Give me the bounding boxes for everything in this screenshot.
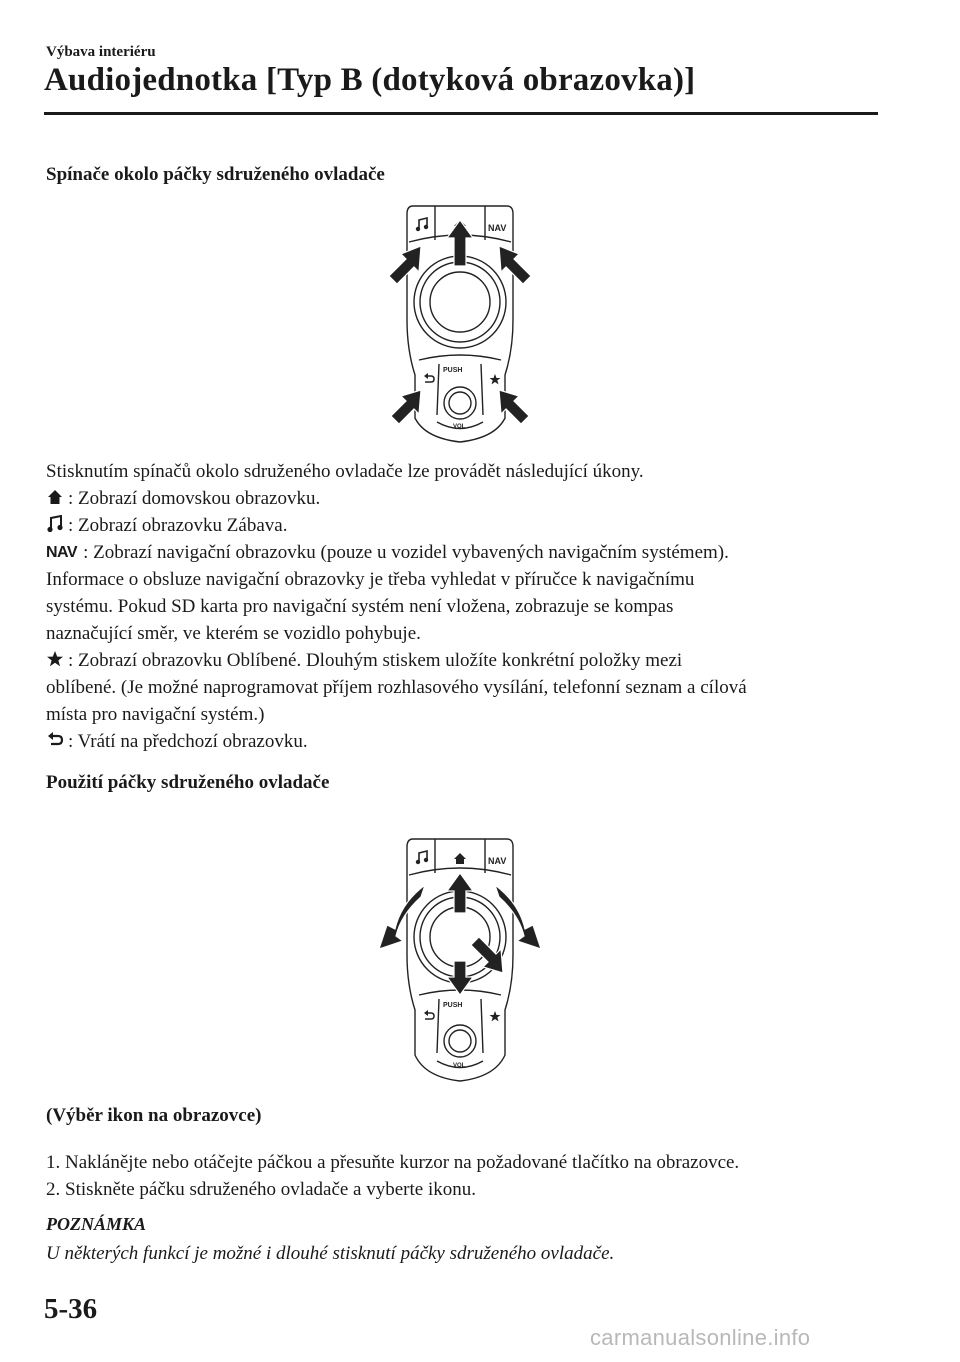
favorite-description-line-3: místa pro navigační systém.) (46, 704, 265, 725)
press-arrow-home (447, 220, 473, 266)
nav-description-line-2: Informace o obsluze navigační obrazovky je třeba vyhledat v příručce k navigačnímu (46, 569, 695, 590)
note-label: POZNÁMKA (46, 1214, 147, 1234)
tilt-diagonal-arrow (471, 937, 503, 973)
back-description (46, 728, 308, 755)
favorite-icon (490, 374, 501, 384)
favorite-icon (46, 650, 64, 668)
nav-description-line-4: naznačující směr, ve kterém se vozidlo pohybuje. (46, 623, 421, 644)
back-description-text: : Vrátí na předchozí obrazovku. (68, 731, 308, 752)
nav-label: NAV (488, 223, 507, 233)
title-divider (44, 112, 878, 115)
favorite-description-line-2: oblíbené. (Je možné naprogramovat příjem rozhlasového vysílání, telefonní seznam a cílová (46, 677, 747, 698)
watermark: carmanualsonline.info (590, 1325, 811, 1350)
section-heading-switches: Spínače okolo páčky sdruženého ovladače (46, 164, 385, 185)
home-icon (454, 853, 466, 864)
favorite-icon (490, 1011, 501, 1021)
music-icon (46, 515, 64, 533)
tilt-up-arrow (447, 873, 473, 913)
vol-label: VOL (453, 1063, 466, 1069)
nav-description-line-3: systému. Pokud SD karta pro navigační systém není vložena, zobrazuje se kompas (46, 596, 674, 617)
step-2: 2. Stiskněte páčku sdruženého ovladače a vyberte ikonu. (46, 1179, 476, 1200)
commander-knob-figure (365, 833, 555, 1088)
home-description-text: : Zobrazí domovskou obrazovku. (68, 488, 321, 509)
nav-icon: NAV (46, 544, 78, 561)
switches-intro: Stisknutím spínačů okolo sdruženého ovladače lze provádět následující úkony. (46, 461, 644, 482)
favorite-description-line-1: : Zobrazí obrazovku Oblíbené. Dlouhým stiskem uložíte konkrétní položky mezi (68, 650, 683, 671)
back-icon (424, 1010, 434, 1019)
press-arrow-favorite (499, 390, 529, 424)
section-heading-icon-selection: (Výběr ikon na obrazovce) (46, 1105, 262, 1126)
press-arrow-music (389, 246, 421, 284)
nav-description-line-1: : Zobrazí navigační obrazovku (pouze u vozidel vybavených navigačním systémem). (83, 542, 729, 563)
section-label: Výbava interiéru (46, 44, 156, 60)
step-1: 1. Naklánějte nebo otáčejte páčkou a přesuňte kurzor na požadované tlačítko na obrazovce. (46, 1152, 740, 1173)
page-number: 5-36 (44, 1293, 98, 1325)
music-description-text: : Zobrazí obrazovku Zábava. (68, 515, 288, 536)
music-description (46, 512, 287, 539)
music-icon (416, 218, 428, 231)
nav-description (46, 539, 729, 566)
push-label: PUSH (443, 367, 463, 374)
commander-switches-figure (385, 200, 535, 448)
page-title: Audiojednotka [Typ B (dotyková obrazovka)] (44, 62, 696, 98)
vol-label: VOL (453, 424, 466, 430)
home-icon (46, 488, 64, 506)
nav-label: NAV (488, 856, 507, 866)
press-arrow-back (391, 390, 421, 424)
home-description (46, 485, 320, 512)
push-label: PUSH (443, 1002, 463, 1009)
note-text: U některých funkcí je možné i dlouhé stisknutí páčky sdruženého ovladače. (46, 1243, 615, 1264)
music-icon (416, 851, 428, 864)
back-icon (46, 731, 64, 749)
back-icon (424, 373, 434, 382)
press-arrow-nav (499, 246, 531, 284)
section-heading-knob-usage: Použití páčky sdruženého ovladače (46, 772, 330, 793)
favorite-description (46, 647, 682, 674)
